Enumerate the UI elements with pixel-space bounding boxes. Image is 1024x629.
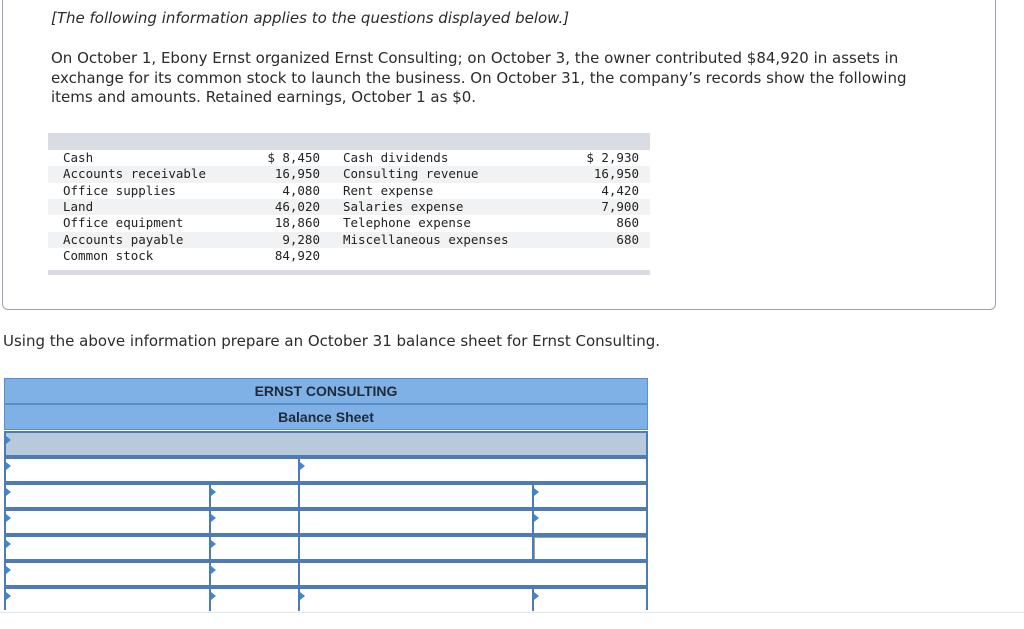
asset-amount-input[interactable]	[211, 563, 300, 585]
question-text: Using the above information prepare an October 31 balance sheet for Ernst Consulting.	[3, 332, 660, 350]
table-bottom-band	[48, 270, 650, 275]
account-name: Office supplies	[63, 182, 176, 198]
liability-label-input[interactable]	[300, 511, 534, 533]
input-marker-icon	[300, 462, 305, 470]
asset-label-input[interactable]	[6, 563, 211, 585]
account-amount: 46,020	[274, 198, 320, 214]
asset-amount-input[interactable]	[211, 537, 300, 559]
table-row	[48, 215, 650, 231]
problem-paragraph	[51, 49, 931, 108]
account-amount: 9,280	[282, 231, 320, 247]
statement-title-header: Balance Sheet	[4, 404, 648, 430]
table-row	[48, 150, 650, 166]
liability-label-input[interactable]	[300, 485, 534, 507]
account-name: Telephone expense	[343, 215, 471, 231]
input-marker-icon	[300, 592, 305, 600]
account-name: Consulting revenue	[343, 166, 479, 182]
accounts-table	[48, 133, 650, 274]
asset-amount-input[interactable]	[211, 589, 300, 611]
paragraph-line: On October 1, Ebony Ernst organized Ernst Consulting; on October 3, the owner contributed $84,920 in assets in	[51, 49, 899, 67]
table-row	[48, 248, 650, 264]
account-amount: 4,080	[282, 182, 320, 198]
date-row[interactable]	[4, 431, 648, 457]
asset-label-input[interactable]	[6, 485, 211, 507]
paragraph-line: exchange for its common stock to launch the business. On October 31, the company’s records show the following	[51, 68, 907, 87]
account-name: Cash dividends	[343, 150, 449, 165]
account-name: Common stock	[63, 247, 154, 263]
input-marker-icon	[211, 514, 216, 522]
account-amount: $ 2,930	[586, 150, 639, 165]
label-input[interactable]	[6, 459, 300, 481]
liability-amount-input[interactable]	[534, 511, 646, 533]
account-name: Land	[63, 198, 94, 214]
account-amount: 7,900	[601, 198, 639, 214]
balance-sheet-row	[4, 457, 648, 483]
equity-label-input[interactable]	[300, 589, 534, 611]
company-name-header: ERNST CONSULTING	[4, 378, 648, 404]
input-marker-icon	[6, 488, 11, 496]
balance-sheet-row	[4, 535, 648, 561]
liability-amount-input[interactable]	[534, 485, 646, 507]
equity-label-input[interactable]	[300, 563, 646, 585]
table-row	[48, 166, 650, 182]
account-amount: 4,420	[601, 182, 639, 198]
input-marker-icon	[534, 592, 539, 600]
table-row	[48, 183, 650, 199]
balance-sheet-row	[4, 483, 648, 509]
account-name: Rent expense	[343, 182, 434, 198]
input-marker-icon	[211, 566, 216, 574]
asset-label-input[interactable]	[6, 589, 211, 611]
table-top-band	[48, 133, 650, 150]
asset-amount-input[interactable]	[211, 511, 300, 533]
account-name: Cash	[63, 150, 94, 165]
instruction-note: [The following information applies to the questions displayed below.]	[51, 9, 570, 27]
asset-label-input[interactable]	[6, 537, 211, 559]
input-marker-icon	[6, 514, 11, 522]
input-marker-icon	[6, 566, 11, 574]
account-amount: 84,920	[274, 247, 320, 263]
account-name: Miscellaneous expenses	[343, 231, 509, 247]
paragraph-line: items and amounts. Retained earnings, October 1 as $0.	[51, 88, 477, 106]
table-row	[48, 199, 650, 215]
asset-amount-input[interactable]	[211, 485, 300, 507]
balance-sheet-form	[4, 378, 648, 610]
input-marker-icon	[534, 514, 539, 522]
input-marker-icon	[211, 488, 216, 496]
liability-amount-cell	[534, 537, 646, 559]
account-amount: 680	[616, 231, 639, 247]
account-amount: 18,860	[274, 215, 320, 231]
account-amount: 16,950	[593, 166, 639, 182]
account-name: Salaries expense	[343, 198, 464, 214]
balance-sheet-row	[4, 587, 648, 610]
input-marker-icon	[6, 436, 11, 444]
input-marker-icon	[6, 592, 11, 600]
account-amount: 16,950	[274, 166, 320, 182]
table-row	[48, 232, 650, 248]
account-amount: $ 8,450	[267, 150, 320, 165]
label-input[interactable]	[300, 459, 646, 481]
balance-sheet-row	[4, 509, 648, 535]
account-name: Accounts payable	[63, 231, 184, 247]
liability-label-input[interactable]	[300, 537, 534, 559]
balance-sheet-row	[4, 561, 648, 587]
asset-label-input[interactable]	[6, 511, 211, 533]
input-marker-icon	[534, 488, 539, 496]
input-marker-icon	[6, 540, 11, 548]
page-divider	[0, 612, 1024, 613]
account-name: Accounts receivable	[63, 166, 206, 182]
input-marker-icon	[6, 462, 11, 470]
input-marker-icon	[211, 592, 216, 600]
account-amount: 860	[616, 215, 639, 231]
account-name: Office equipment	[63, 215, 184, 231]
input-marker-icon	[211, 540, 216, 548]
equity-amount-input[interactable]	[534, 589, 646, 611]
